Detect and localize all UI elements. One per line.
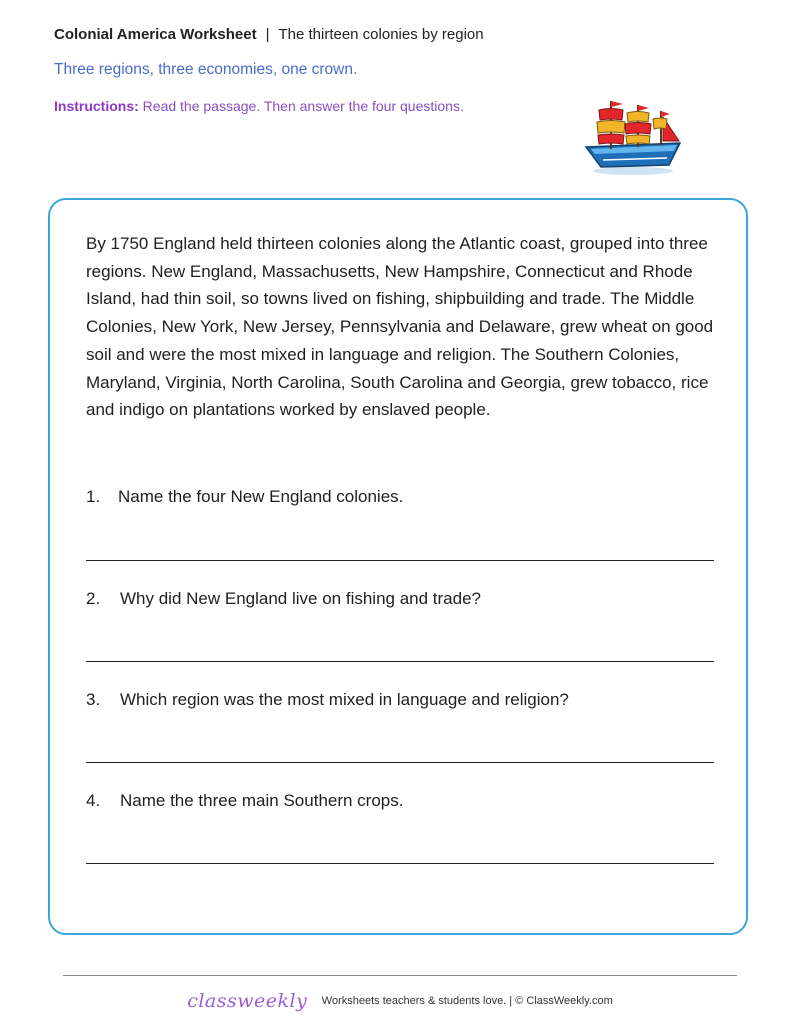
answer-line-3[interactable] <box>86 762 714 763</box>
question-4 <box>86 791 403 811</box>
question-text: Why did New England live on fishing and trade? <box>120 589 481 608</box>
question-text: Name the four New England colonies. <box>118 487 404 506</box>
page-footer <box>0 990 800 1012</box>
question-2 <box>86 589 481 609</box>
question-number: 4. <box>86 791 101 810</box>
worksheet-title: Colonial America Worksheet <box>54 26 257 43</box>
question-number: 1. <box>86 487 101 506</box>
question-1 <box>86 487 403 507</box>
instructions-label: Instructions: <box>54 98 139 114</box>
answer-line-1[interactable] <box>86 560 714 561</box>
question-number: 2. <box>86 589 101 608</box>
worksheet-header <box>54 26 484 43</box>
instructions <box>54 98 464 114</box>
footer-divider <box>63 975 737 976</box>
worksheet-subtitle: Three regions, three economies, one crown. <box>54 61 358 78</box>
brand-logo: classweekly <box>187 990 308 1012</box>
answer-line-2[interactable] <box>86 661 714 662</box>
sailing-ship-icon <box>583 97 689 177</box>
instructions-text: Read the passage. Then answer the four questions. <box>142 98 464 114</box>
reading-passage: By 1750 England held thirteen colonies along the Atlantic coast, grouped into three regions. New England, Massachusetts, New Hampshire, Connecticut and Rhode Island, had thin soil, so towns lived on fishing, shipbuilding and trade. The Middle Colonies, New York, New Jersey, Pennsylvania and Delaware, grew wheat on good soil and were the most mixed in language and religion. The Southern Colonies, Maryland, Virginia, North Carolina, South Carolina and Georgia, grew tobacco, rice and indigo on plantations worked by enslaved people. <box>86 234 714 420</box>
header-separator: | <box>265 26 270 43</box>
footer-tagline: Worksheets teachers & students love. | © ClassWeekly.com <box>321 995 613 1007</box>
question-number: 3. <box>86 690 101 709</box>
question-text: Which region was the most mixed in language and religion? <box>120 690 569 709</box>
question-text: Name the three main Southern crops. <box>120 791 404 810</box>
worksheet-topic: The thirteen colonies by region <box>278 26 484 43</box>
question-3 <box>86 690 569 710</box>
answer-line-4[interactable] <box>86 863 714 864</box>
